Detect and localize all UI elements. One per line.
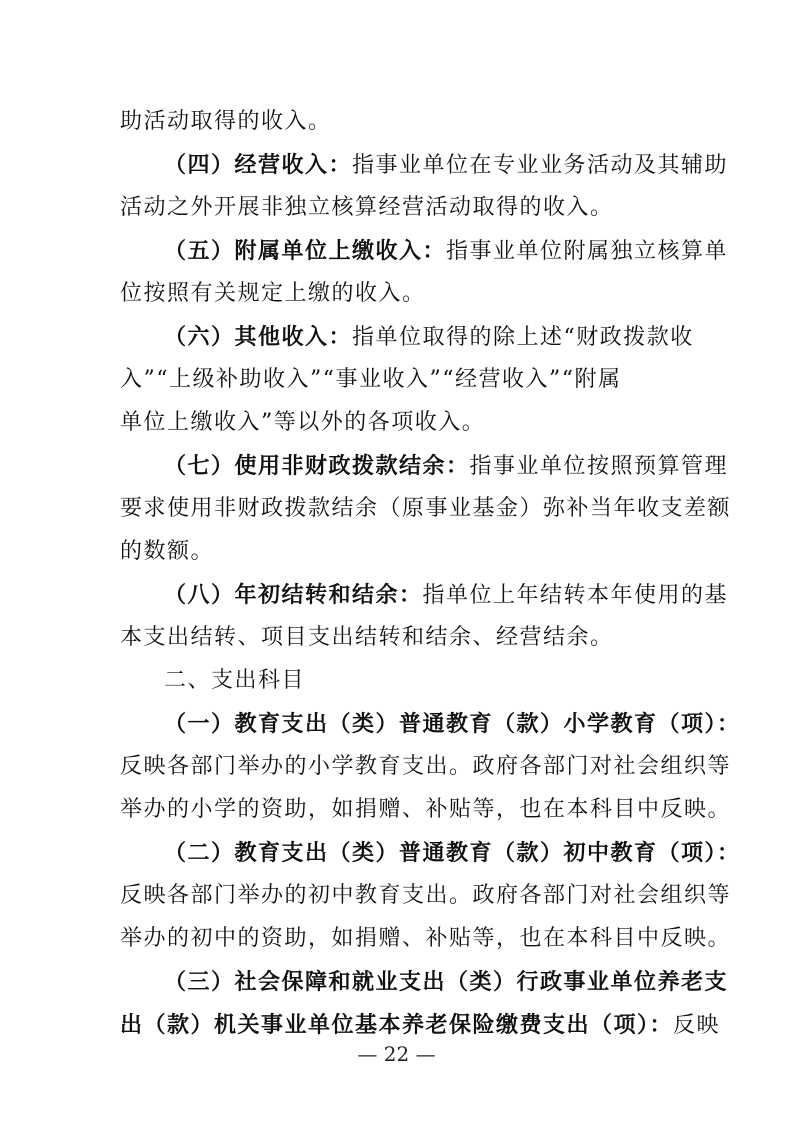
text-line: 反映各部门举办的初中教育支出。政府各部门对社会组织等 [120,883,732,908]
text-line: （一）教育支出（类）普通教育（款）小学教育（项）： [164,711,741,737]
text-line: 单位上缴收入”等以外的各项收入。 [120,410,486,435]
text-line: 出（款）机关事业单位基本养老保险缴费支出（项）：反映 [120,1012,721,1038]
text-line: 本支出结转、项目支出结转和结余、经营结余。 [120,625,614,650]
text-line: 助活动取得的收入。 [120,109,332,134]
text-line: （四）经营收入：指事业单位在专业业务活动及其辅助 [164,152,729,178]
text-line: 举办的初中的资助，如捐赠、补贴等，也在本科目中反映。 [120,926,732,951]
text-line: 反映各部门举办的小学教育支出。政府各部门对社会组织等 [120,754,732,779]
text-line: （二）教育支出（类）普通教育（款）初中教育（项）： [164,840,741,866]
text-line: （六）其他收入：指单位取得的除上述“财政拨款收 [164,324,694,350]
text-line: （五）附属单位上缴收入：指事业单位附属独立核算单 [164,238,729,264]
text-line: （八）年初结转和结余：指单位上年结转本年使用的基 [164,582,729,608]
text-line: 位按照有关规定上缴的收入。 [120,281,426,306]
section-heading: 二、支出科目 [164,668,306,693]
text-line: （三）社会保障和就业支出（类）行政事业单位养老支 [164,969,729,995]
text-line: 活动之外开展非独立核算经营活动取得的收入。 [120,195,614,220]
text-line: （七）使用非财政拨款结余：指事业单位按照预算管理 [164,453,729,479]
page-number: — 22 — [357,1042,436,1066]
text-line: 的数额。 [120,539,215,564]
text-line: 举办的小学的资助，如捐赠、补贴等，也在本科目中反映。 [120,797,732,822]
text-line: 入”“上级补助收入”“事业收入”“经营收入”“附属 [120,367,622,392]
text-line: 要求使用非财政拨款结余（原事业基金）弥补当年收支差额 [120,496,732,521]
